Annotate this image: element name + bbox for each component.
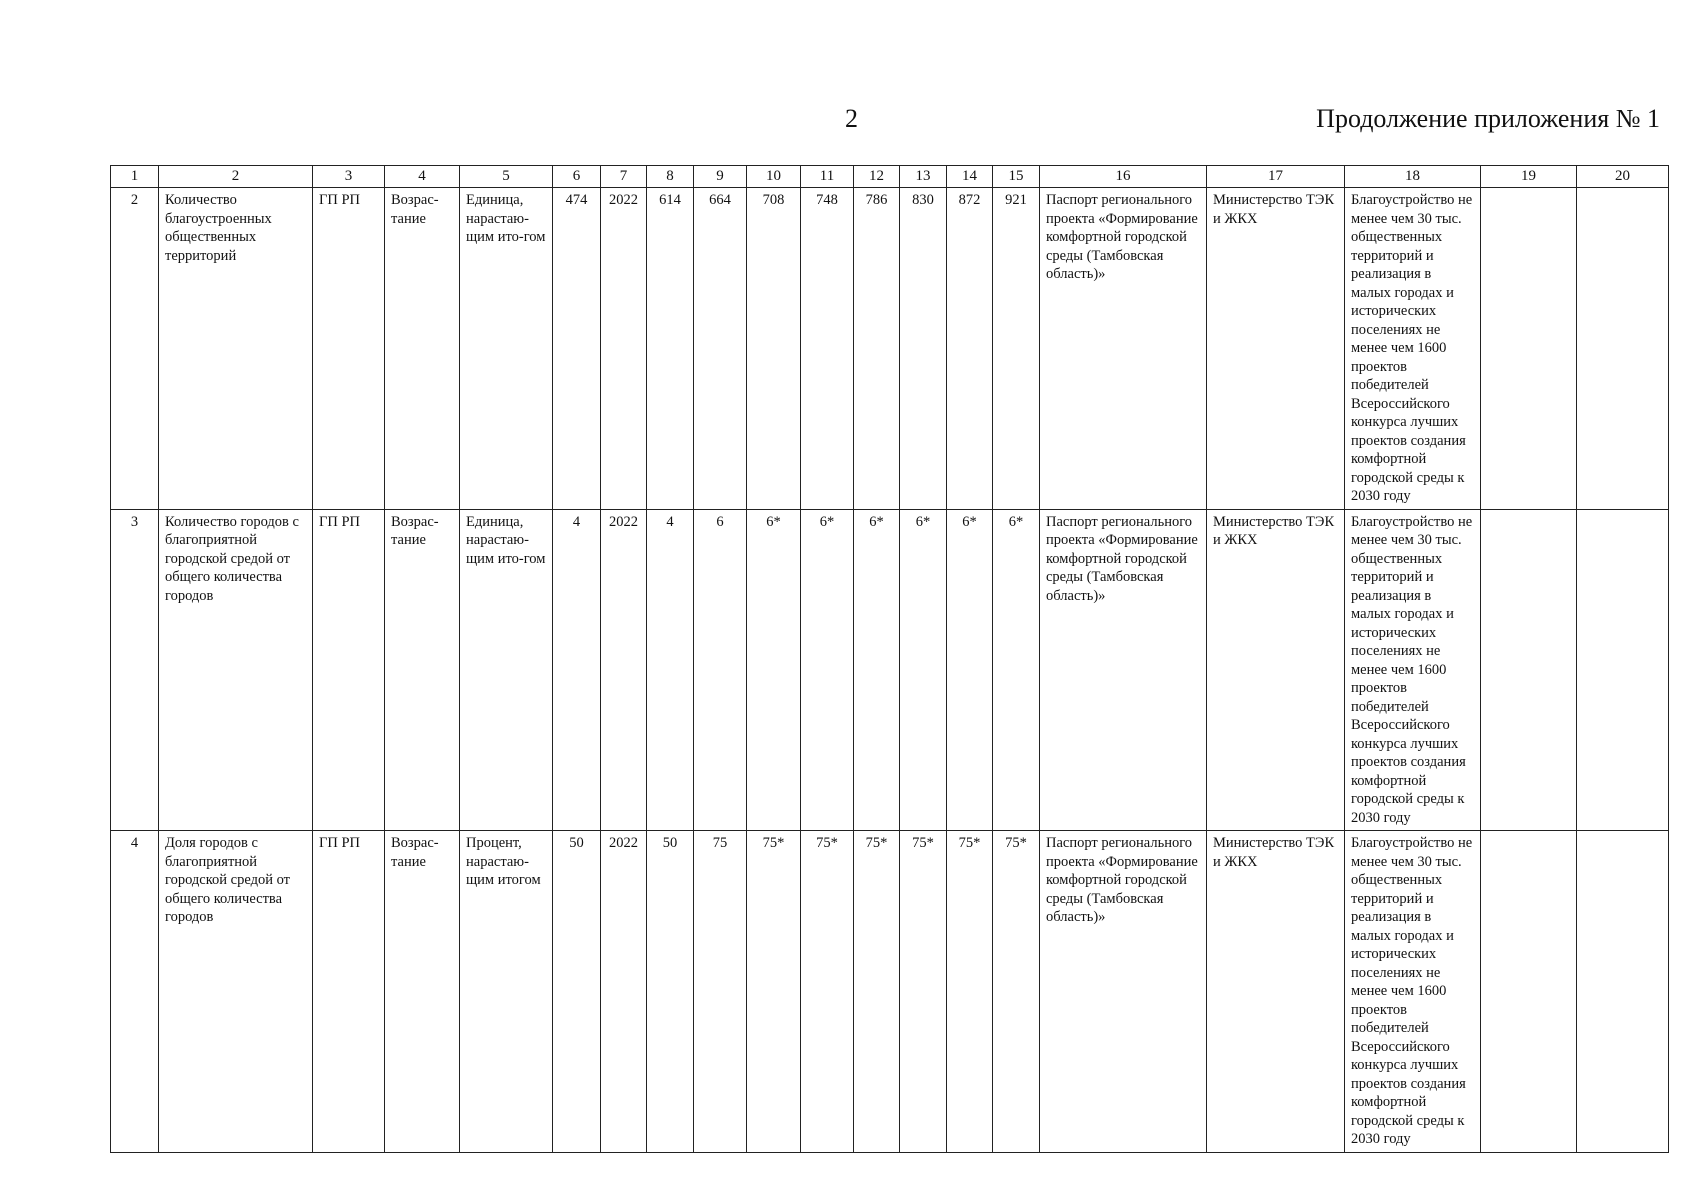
value-cell: 708 [747, 188, 801, 510]
responsible-cell: Министерство ТЭК и ЖКХ [1207, 509, 1345, 831]
base-year-cell: 2022 [601, 188, 647, 510]
value-cell: 75* [747, 831, 801, 1153]
page-number: 2 [845, 104, 858, 133]
column-header: 1 [111, 166, 159, 188]
base-year-cell: 2022 [601, 509, 647, 831]
document-cell: Паспорт регионального проекта «Формирование комфортной городской среды (Тамбовская область)» [1040, 188, 1207, 510]
value-cell: 614 [647, 188, 694, 510]
indicator-name-cell: Доля городов с благоприятной городской средой от общего количества городов [159, 831, 313, 1153]
row-number-cell: 3 [111, 509, 159, 831]
value-cell: 75* [993, 831, 1040, 1153]
value-cell: 921 [993, 188, 1040, 510]
national-goal-cell: Благоустройство не менее чем 30 тыс. общественных территорий и реализация в малых городах и исторических поселениях не менее чем 1600 проектов победителей Всероссийского конкурса лучших проектов создания комфортной городской среды к 2030 году [1345, 188, 1481, 510]
value-cell: 6* [801, 509, 854, 831]
column-header: 10 [747, 166, 801, 188]
document-cell: Паспорт регионального проекта «Формирование комфортной городской среды (Тамбовская область)» [1040, 509, 1207, 831]
unit-cell: Единица, нарастаю-щим ито-гом [460, 188, 553, 510]
value-cell: 6* [854, 509, 900, 831]
responsible-cell: Министерство ТЭК и ЖКХ [1207, 188, 1345, 510]
value-cell: 50 [647, 831, 694, 1153]
level-cell: ГП РП [313, 831, 385, 1153]
value-cell: 786 [854, 188, 900, 510]
column-header: 6 [553, 166, 601, 188]
column-header: 8 [647, 166, 694, 188]
unit-cell: Единица, нарастаю-щим ито-гом [460, 509, 553, 831]
value-cell: 75* [801, 831, 854, 1153]
column-header: 5 [460, 166, 553, 188]
national-goal-cell: Благоустройство не менее чем 30 тыс. общественных территорий и реализация в малых городах и исторических поселениях не менее чем 1600 проектов победителей Всероссийского конкурса лучших проектов создания комфортной городской среды к 2030 году [1345, 509, 1481, 831]
column-number-row [111, 166, 1669, 188]
value-cell: 75* [900, 831, 947, 1153]
value-cell: 664 [694, 188, 747, 510]
table-row [111, 831, 1669, 1153]
value-cell: 6* [947, 509, 993, 831]
responsible-cell: Министерство ТЭК и ЖКХ [1207, 831, 1345, 1153]
column-header: 14 [947, 166, 993, 188]
column-header: 19 [1481, 166, 1577, 188]
value-cell: 4 [647, 509, 694, 831]
level-cell: ГП РП [313, 188, 385, 510]
value-cell: 75 [694, 831, 747, 1153]
column-header: 16 [1040, 166, 1207, 188]
row-number-cell: 4 [111, 831, 159, 1153]
column-header: 3 [313, 166, 385, 188]
value-cell: 6* [747, 509, 801, 831]
column-header: 15 [993, 166, 1040, 188]
base-value-cell: 474 [553, 188, 601, 510]
value-cell: 6 [694, 509, 747, 831]
base-value-cell: 50 [553, 831, 601, 1153]
base-value-cell: 4 [553, 509, 601, 831]
table-row [111, 188, 1669, 510]
trend-cell: Возрас-тание [385, 831, 460, 1153]
base-year-cell: 2022 [601, 831, 647, 1153]
column-header: 2 [159, 166, 313, 188]
unit-cell: Процент, нарастаю-щим итогом [460, 831, 553, 1153]
appendix-continuation-title: Продолжение приложения № 1 [1316, 104, 1660, 133]
trend-cell: Возрас-тание [385, 509, 460, 831]
document-cell: Паспорт регионального проекта «Формирование комфортной городской среды (Тамбовская область)» [1040, 831, 1207, 1153]
empty-cell [1577, 831, 1669, 1153]
column-header: 4 [385, 166, 460, 188]
column-header: 13 [900, 166, 947, 188]
value-cell: 6* [993, 509, 1040, 831]
indicators-table [110, 165, 1669, 1153]
national-goal-cell: Благоустройство не менее чем 30 тыс. общественных территорий и реализация в малых городах и исторических поселениях не менее чем 1600 проектов победителей Всероссийского конкурса лучших проектов создания комфортной городской среды к 2030 году [1345, 831, 1481, 1153]
column-header: 12 [854, 166, 900, 188]
value-cell: 75* [947, 831, 993, 1153]
value-cell: 75* [854, 831, 900, 1153]
column-header: 11 [801, 166, 854, 188]
indicator-name-cell: Количество благоустроенных общественных территорий [159, 188, 313, 510]
row-number-cell: 2 [111, 188, 159, 510]
column-header: 9 [694, 166, 747, 188]
column-header: 20 [1577, 166, 1669, 188]
empty-cell [1577, 509, 1669, 831]
indicator-name-cell: Количество городов с благоприятной городской средой от общего количества городов [159, 509, 313, 831]
empty-cell [1481, 831, 1577, 1153]
column-header: 18 [1345, 166, 1481, 188]
column-header: 7 [601, 166, 647, 188]
table-row [111, 509, 1669, 831]
value-cell: 6* [900, 509, 947, 831]
trend-cell: Возрас-тание [385, 188, 460, 510]
level-cell: ГП РП [313, 509, 385, 831]
column-header: 17 [1207, 166, 1345, 188]
value-cell: 872 [947, 188, 993, 510]
value-cell: 830 [900, 188, 947, 510]
empty-cell [1481, 509, 1577, 831]
value-cell: 748 [801, 188, 854, 510]
empty-cell [1481, 188, 1577, 510]
empty-cell [1577, 188, 1669, 510]
